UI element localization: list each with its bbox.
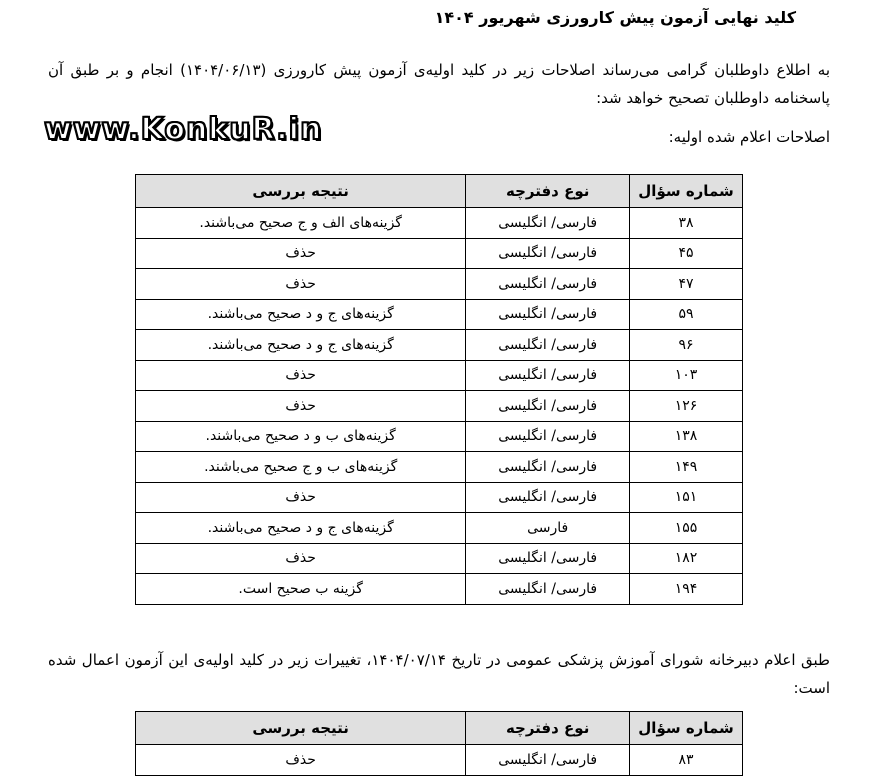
header-review-result: نتیجه بررسی: [136, 712, 466, 745]
table-row: [136, 269, 743, 300]
table-row: [136, 421, 743, 452]
cell-question-number: ۱۲۶: [630, 391, 743, 422]
cell-review-result: گزینه‌های ج و د صحیح می‌باشند.: [136, 513, 466, 544]
cell-review-result: گزینه‌های ج و د صحیح می‌باشند.: [136, 299, 466, 330]
table-row: [136, 330, 743, 361]
cell-booklet-type: فارسی/ انگلیسی: [466, 391, 630, 422]
cell-booklet-type: فارسی/ انگلیسی: [466, 745, 630, 776]
section-heading-initial-corrections: اصلاحات اعلام شده اولیه:: [668, 128, 830, 146]
table-row: [136, 299, 743, 330]
cell-question-number: ۹۶: [630, 330, 743, 361]
cell-question-number: ۱۹۴: [630, 574, 743, 605]
cell-review-result: حذف: [136, 745, 466, 776]
cell-booklet-type: فارسی/ انگلیسی: [466, 452, 630, 483]
cell-question-number: ۱۳۸: [630, 421, 743, 452]
cell-booklet-type: فارسی/ انگلیسی: [466, 543, 630, 574]
table-row: [136, 574, 743, 605]
table-row: [136, 513, 743, 544]
cell-review-result: گزینه‌های ب و ج صحیح می‌باشند.: [136, 452, 466, 483]
cell-question-number: ۴۷: [630, 269, 743, 300]
intro-paragraph: به اطلاع داوطلبان گرامی می‌رساند اصلاحات زیر در کلید اولیه‌ی آزمون پیش کارورزی (۱۴۰۴/۰۶/۱۳) انجام و بر طبق آن پاسخنامه داوطلبان تصحیح خواهد شد:: [48, 61, 831, 107]
cell-booklet-type: فارسی/ انگلیسی: [466, 330, 630, 361]
applied-changes-table: [135, 711, 743, 776]
cell-booklet-type: فارسی/ انگلیسی: [466, 299, 630, 330]
header-question-number: شماره سؤال: [630, 712, 743, 745]
cell-booklet-type: فارسی/ انگلیسی: [466, 421, 630, 452]
header-review-result: نتیجه بررسی: [136, 175, 466, 208]
cell-booklet-type: فارسی/ انگلیسی: [466, 574, 630, 605]
table-row: [136, 391, 743, 422]
cell-review-result: حذف: [136, 238, 466, 269]
table-row: [136, 745, 743, 776]
second-paragraph: طبق اعلام دبیرخانه شورای آموزش پزشکی عمومی در تاریخ ۱۴۰۴/۰۷/۱۴، تغییرات زیر در کلید اولیه‌ی این آزمون اعمال شده است:: [48, 651, 830, 697]
table-header-row: [136, 712, 743, 745]
cell-review-result: گزینه‌های الف و ج صحیح می‌باشند.: [136, 208, 466, 239]
cell-review-result: حذف: [136, 482, 466, 513]
cell-question-number: ۵۹: [630, 299, 743, 330]
cell-review-result: گزینه‌های ب و د صحیح می‌باشند.: [136, 421, 466, 452]
cell-booklet-type: فارسی: [466, 513, 630, 544]
cell-review-result: حذف: [136, 543, 466, 574]
cell-question-number: ۱۰۳: [630, 360, 743, 391]
table-row: [136, 360, 743, 391]
cell-booklet-type: فارسی/ انگلیسی: [466, 360, 630, 391]
cell-review-result: حذف: [136, 391, 466, 422]
document-title: کلید نهایی آزمون پیش کارورزی شهریور ۱۴۰۴: [434, 8, 796, 27]
cell-question-number: ۱۴۹: [630, 452, 743, 483]
cell-question-number: ۳۸: [630, 208, 743, 239]
corrections-table: [135, 174, 743, 605]
table-row: [136, 452, 743, 483]
header-booklet-type: نوع دفترچه: [466, 175, 630, 208]
table-row: [136, 482, 743, 513]
cell-booklet-type: فارسی/ انگلیسی: [466, 208, 630, 239]
cell-question-number: ۱۸۲: [630, 543, 743, 574]
cell-review-result: حذف: [136, 360, 466, 391]
cell-review-result: حذف: [136, 269, 466, 300]
cell-review-result: گزینه ب صحیح است.: [136, 574, 466, 605]
table-row: [136, 543, 743, 574]
cell-booklet-type: فارسی/ انگلیسی: [466, 238, 630, 269]
watermark-logo: www.KonkuR.in: [44, 112, 323, 147]
cell-booklet-type: فارسی/ انگلیسی: [466, 269, 630, 300]
cell-booklet-type: فارسی/ انگلیسی: [466, 482, 630, 513]
cell-question-number: ۱۵۱: [630, 482, 743, 513]
cell-review-result: گزینه‌های ج و د صحیح می‌باشند.: [136, 330, 466, 361]
header-booklet-type: نوع دفترچه: [466, 712, 630, 745]
cell-question-number: ۸۳: [630, 745, 743, 776]
table-header-row: [136, 175, 743, 208]
cell-question-number: ۱۵۵: [630, 513, 743, 544]
header-question-number: شماره سؤال: [630, 175, 743, 208]
cell-question-number: ۴۵: [630, 238, 743, 269]
table-row: [136, 208, 743, 239]
table-row: [136, 238, 743, 269]
